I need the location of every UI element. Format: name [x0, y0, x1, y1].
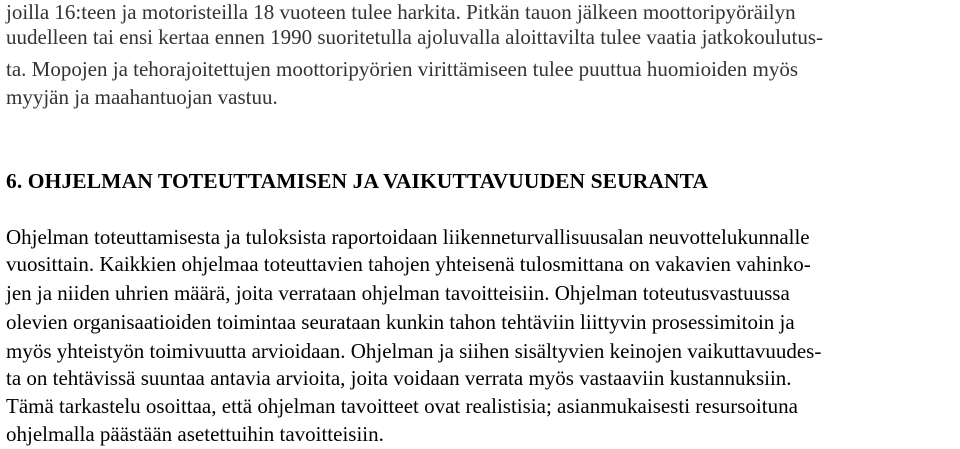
paragraph-2-line: ta on tehtävissä suuntaa antavia arvioita, joita voidaan verrata myös vastaaviin kustannuksiin. — [6, 366, 792, 390]
section-heading: 6. OHJELMAN TOTEUTTAMISEN JA VAIKUTTAVUUDEN SEURANTA — [6, 169, 709, 193]
paragraph-2-line: vuosittain. Kaikkien ohjelmaa toteuttavien tahojen yhteisenä tulosmittana on vakavien vahinko- — [6, 252, 811, 276]
paragraph-2-line: olevien organisaatioiden toimintaa seurataan kunkin tahon tehtäviin liittyvin prosessimitoin ja — [6, 310, 795, 334]
paragraph-1-line: ta. Mopojen ja tehorajoitettujen moottoripyörien virittämiseen tulee puuttua huomioiden myös — [6, 57, 799, 81]
paragraph-2-line: Tämä tarkastelu osoittaa, että ohjelman tavoitteet ovat realistisia; asianmukaisesti resursoituna — [6, 394, 798, 418]
paragraph-2-line: myös yhteistyön toimivuutta arvioidaan. Ohjelman ja siihen sisältyvien keinojen vaikuttavuudes- — [6, 339, 822, 363]
paragraph-2-line: Ohjelman toteuttamisesta ja tuloksista raportoidaan liikenneturvallisuusalan neuvottelukunnalle — [6, 225, 810, 249]
paragraph-2-line: ohjelmalla päästään asetettuihin tavoitteisiin. — [6, 422, 384, 446]
paragraph-1-line: uudelleen tai ensi kertaa ennen 1990 suoritetulla ajoluvalla aloittavilta tulee vaatia jatkokoulutus- — [6, 25, 823, 49]
paragraph-1-line: myyjän ja maahantuojan vastuu. — [6, 85, 278, 109]
paragraph-1-line: joilla 16:teen ja motoristeilla 18 vuoteen tulee harkita. Pitkän tauon jälkeen moottoripyöräilyn — [6, 0, 796, 24]
paragraph-2-line: jen ja niiden uhrien määrä, joita verrataan ohjelman tavoitteisiin. Ohjelman toteutusvastuussa — [6, 281, 790, 305]
